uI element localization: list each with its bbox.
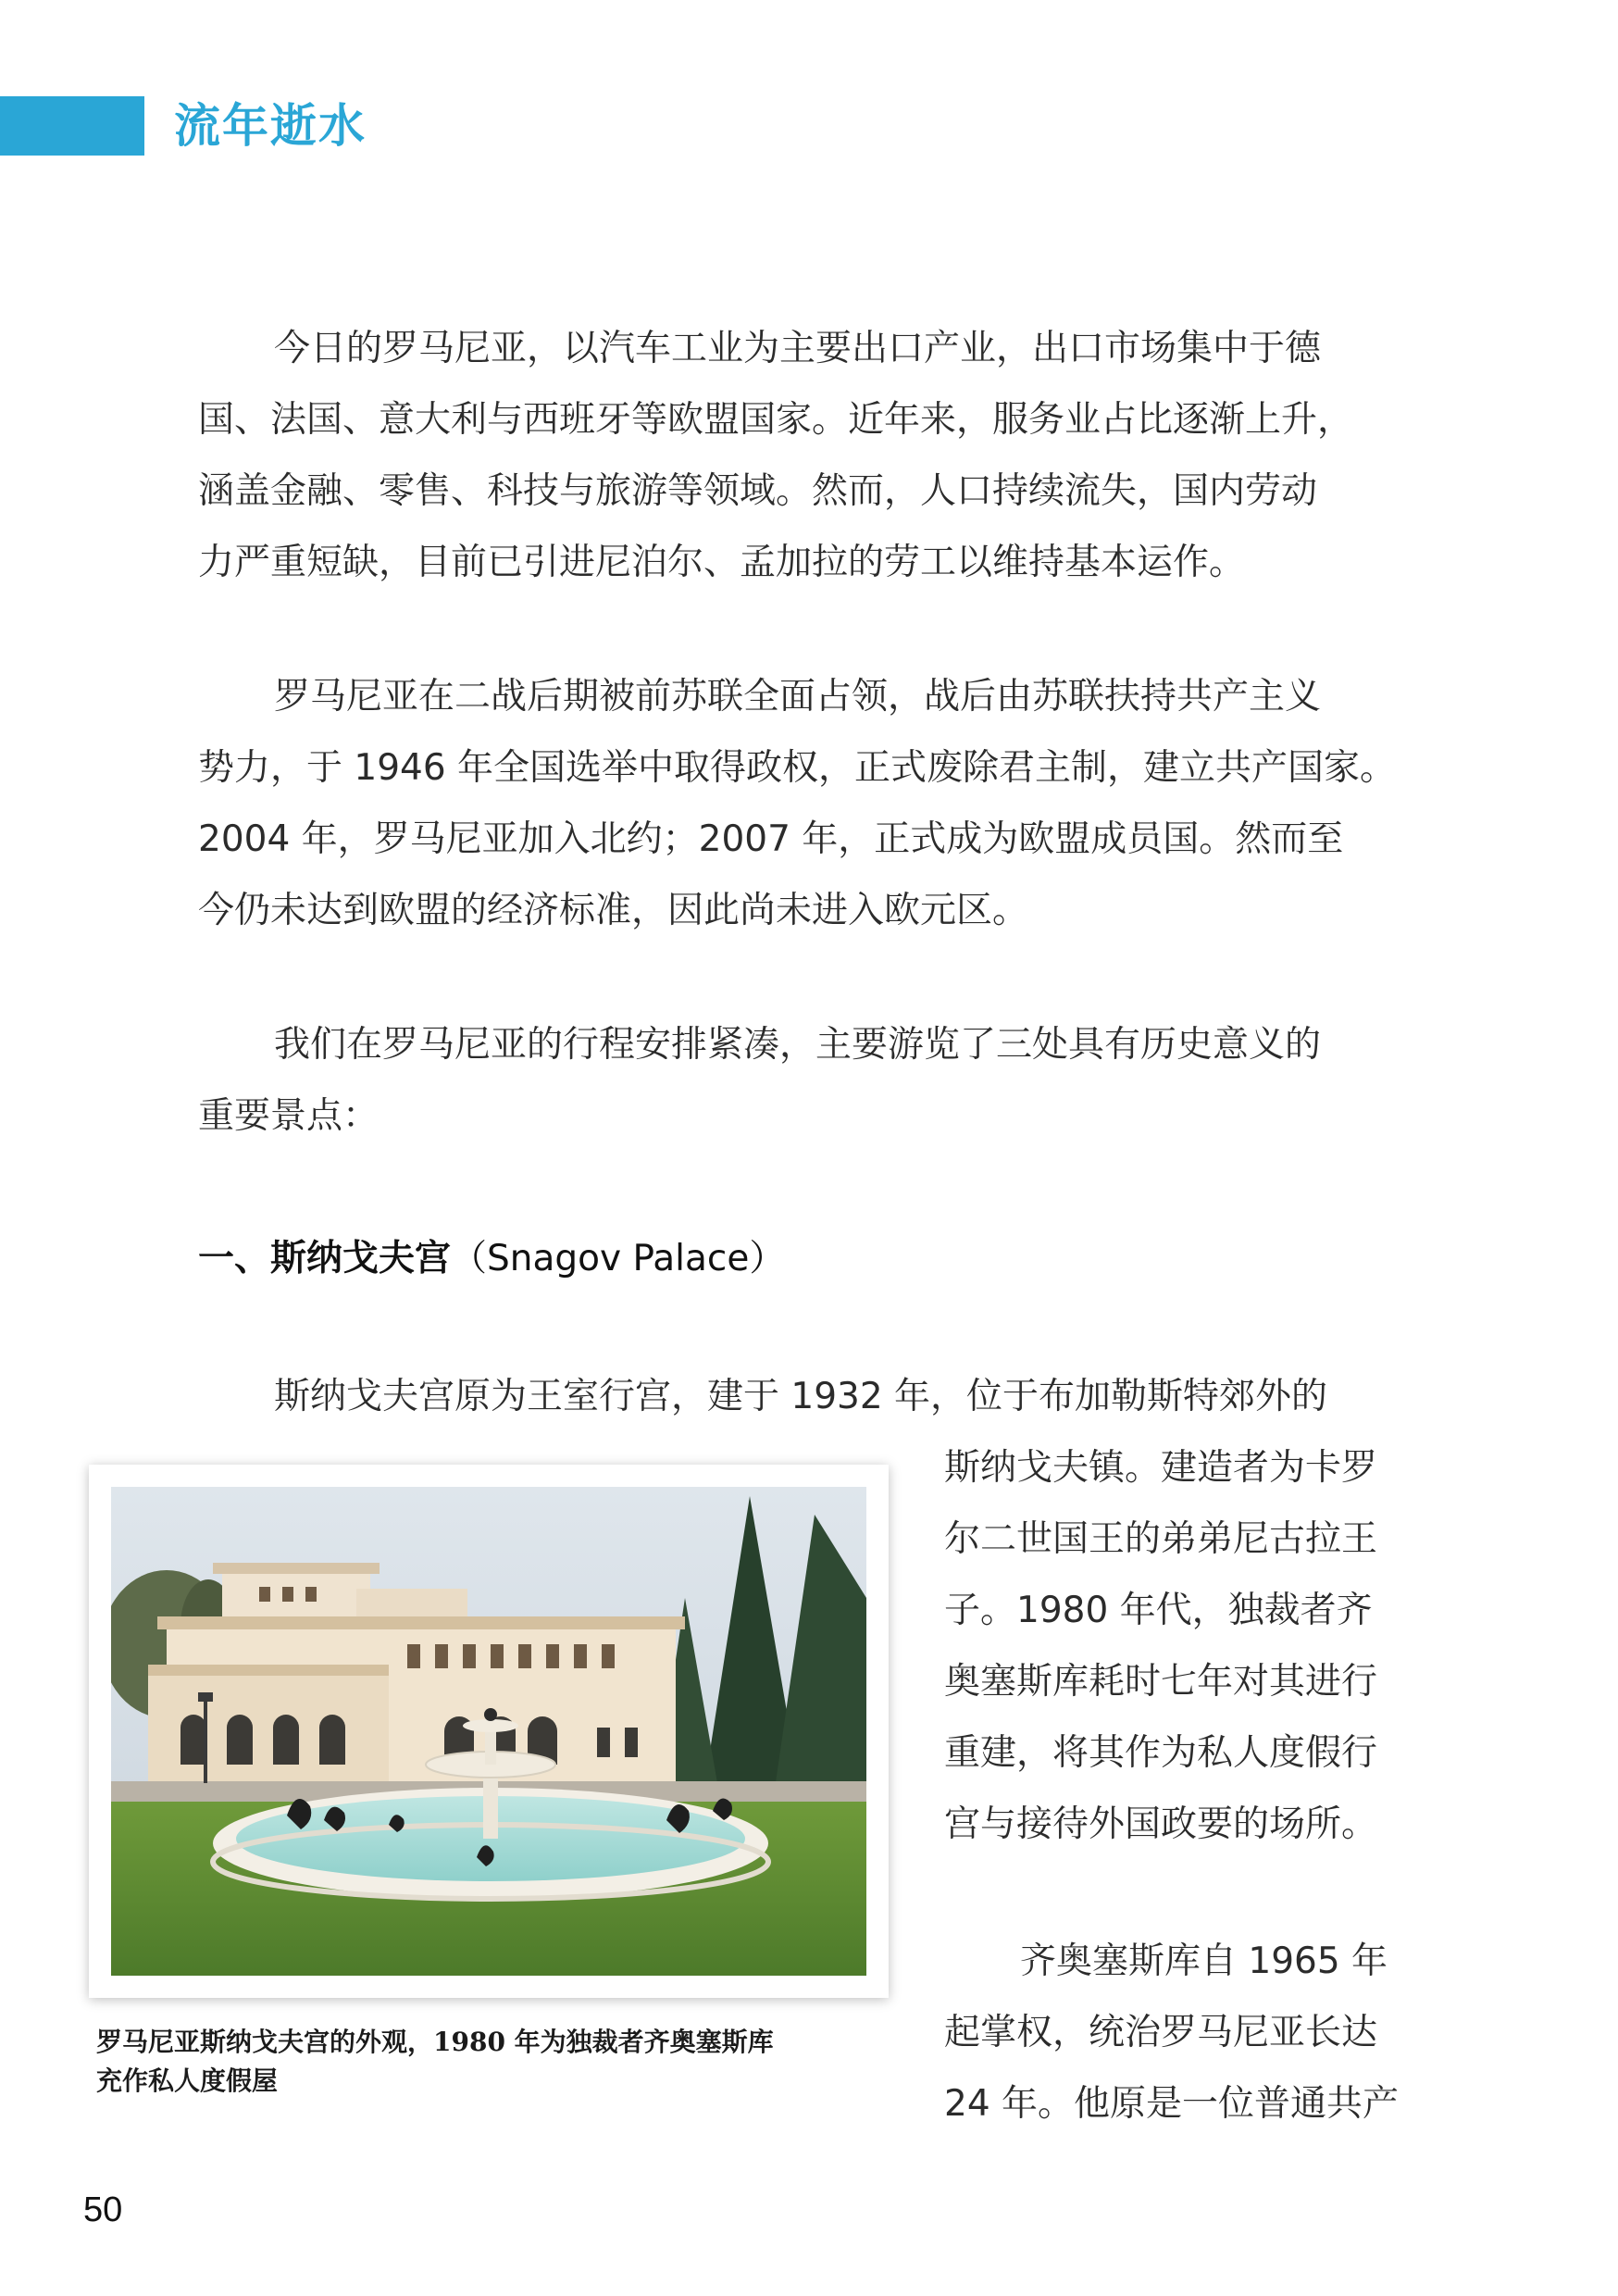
text-line: 宫与接待外国政要的场所。 xyxy=(944,1803,1378,1845)
text-line: 起掌权，统治罗马尼亚长达 xyxy=(944,2012,1378,2053)
text-line: 斯纳戈夫宫原为王室行宫，建于 1932 年，位于布加勒斯特郊外的 xyxy=(274,1376,1328,1417)
text-line: 奥塞斯库耗时七年对其进行 xyxy=(944,1661,1378,1703)
paragraph-itinerary xyxy=(198,1009,1438,1152)
text-line: 国、法国、意大利与西班牙等欧盟国家。近年来，服务业占比逐渐上升， xyxy=(198,399,1354,441)
text-line: 涵盖金融、零售、科技与旅游等领域。然而，人口持续流失，国内劳动 xyxy=(198,470,1318,512)
text-line: 2004 年，罗马尼亚加入北约；2007 年，正式成为欧盟成员国。然而至 xyxy=(198,818,1344,860)
text-line: 斯纳戈夫镇。建造者为卡罗 xyxy=(944,1447,1378,1489)
text-line: 我们在罗马尼亚的行程安排紧凑，主要游览了三处具有历史意义的 xyxy=(274,1024,1322,1066)
section-heading-snagov xyxy=(198,1226,785,1292)
palace-photo xyxy=(89,1465,889,1998)
text-line: 势力，于 1946 年全国选举中取得政权，正式废除君主制，建立共产国家。 xyxy=(198,747,1397,789)
text-line: 齐奥塞斯库自 1965 年 xyxy=(1020,1940,1388,1982)
photo-caption xyxy=(96,2023,911,2101)
palace-photo-illustration xyxy=(111,1487,866,1976)
text-line: 重要景点： xyxy=(198,1095,380,1137)
header-accent-bar xyxy=(0,96,144,156)
text-line: 重建，将其作为私人度假行 xyxy=(944,1732,1378,1774)
paragraph-economy xyxy=(198,313,1438,598)
heading-english: （Snagov Palace） xyxy=(451,1238,786,1279)
heading-chinese: 一、斯纳戈夫宫 xyxy=(198,1238,452,1279)
column-text-ceausescu xyxy=(944,1926,1444,2140)
text-line: 今仍未达到欧盟的经济标准，因此尚未进入欧元区。 xyxy=(198,890,1029,931)
text-line: 罗马尼亚在二战后期被前苏联全面占领，战后由苏联扶持共产主义 xyxy=(274,676,1322,718)
text-line: 今日的罗马尼亚，以汽车工业为主要出口产业，出口市场集中于德 xyxy=(274,328,1322,369)
text-line: 子。1980 年代，独裁者齐 xyxy=(944,1590,1373,1631)
section-title: 流年逝水 xyxy=(174,99,367,153)
paragraph-snagov-intro xyxy=(198,1361,1438,1432)
caption-line: 充作私人度假屋 xyxy=(96,2065,279,2096)
paragraph-history xyxy=(198,661,1438,946)
page-number: 50 xyxy=(83,2190,123,2229)
text-line: 力严重短缺，目前已引进尼泊尔、孟加拉的劳工以维持基本运作。 xyxy=(198,542,1246,583)
text-line: 尔二世国王的弟弟尼古拉王 xyxy=(944,1518,1378,1560)
column-text-snagov xyxy=(944,1432,1444,1860)
caption-line: 罗马尼亚斯纳戈夫宫的外观，1980 年为独裁者齐奥塞斯库 xyxy=(96,2027,774,2057)
text-line: 24 年。他原是一位普通共产 xyxy=(944,2083,1400,2125)
